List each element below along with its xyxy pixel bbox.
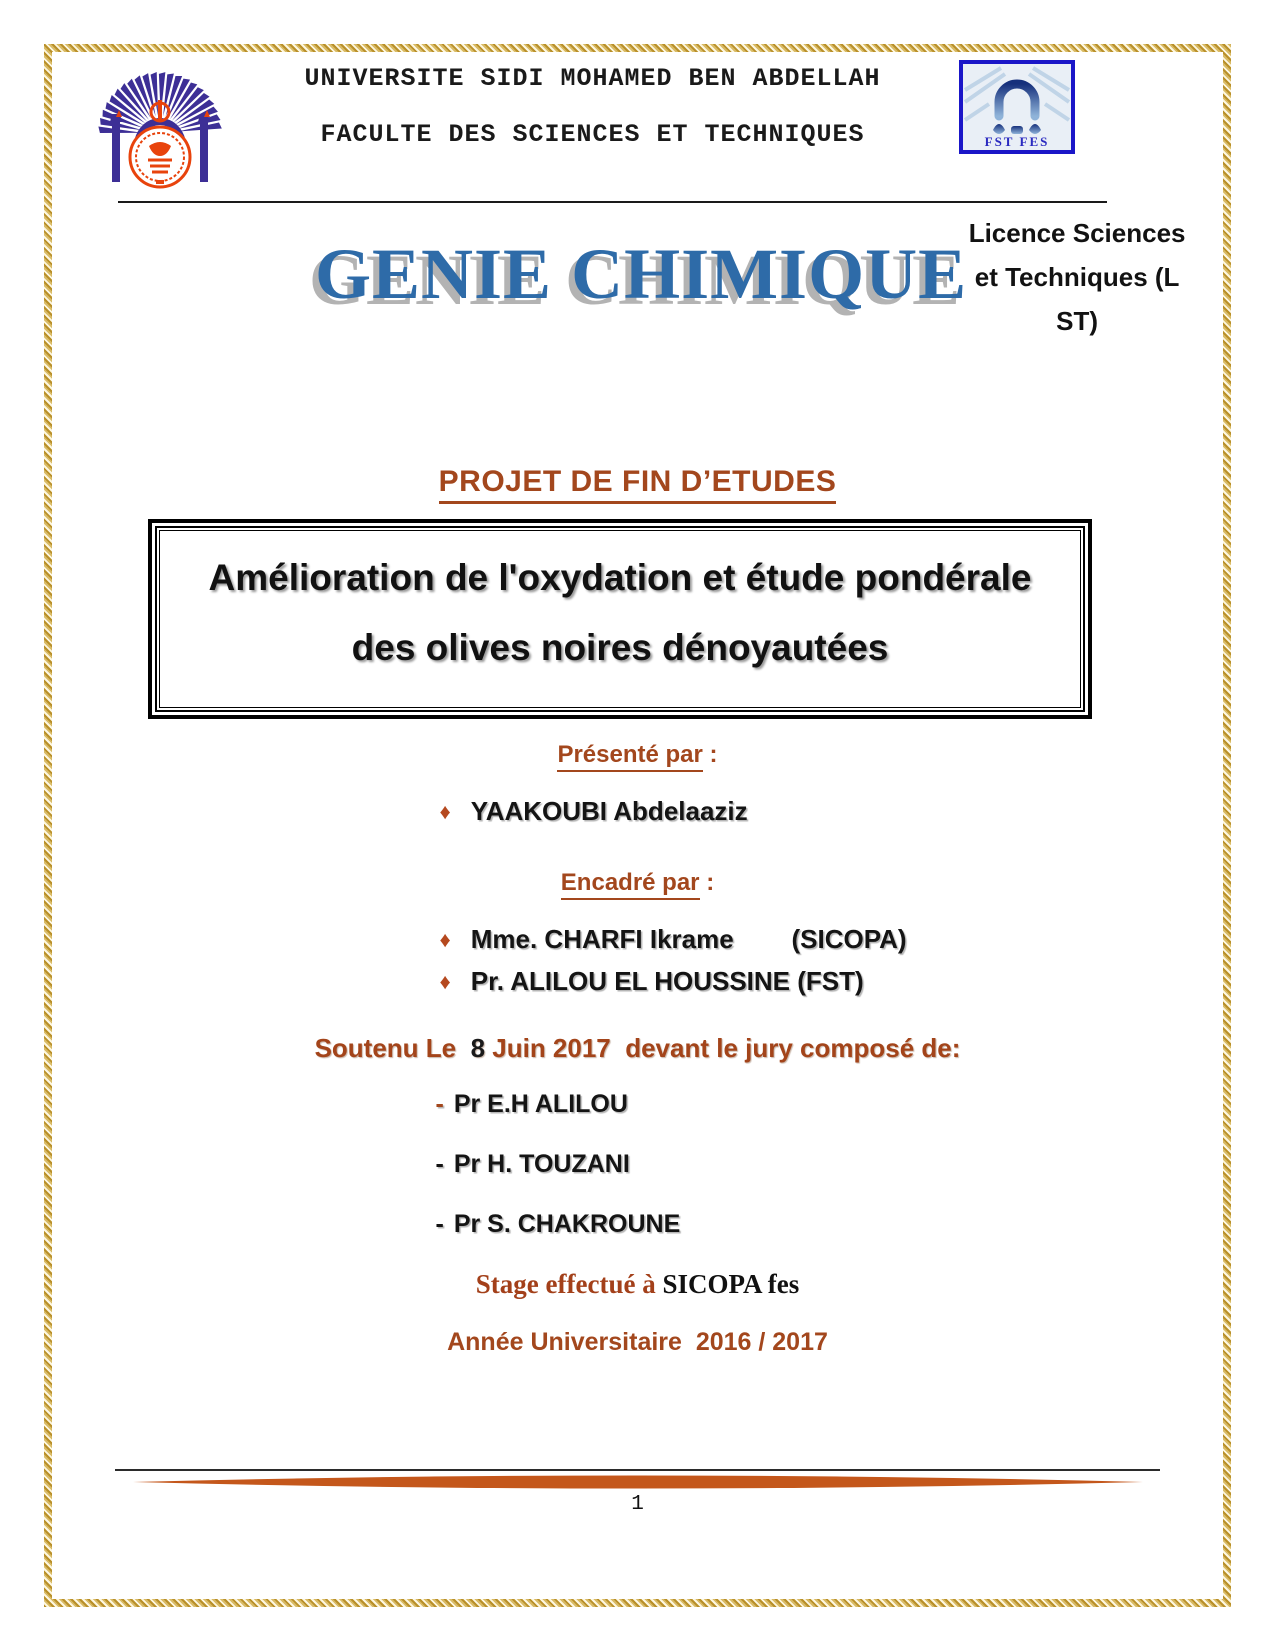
fst-fes-logo-caption: FST FES bbox=[984, 134, 1050, 149]
footer-orange-divider bbox=[133, 1475, 1143, 1489]
academic-year-line: Année Universitaire 2016 / 2017 bbox=[447, 1328, 828, 1356]
defense-prefix: Soutenu Le bbox=[314, 1033, 471, 1063]
thesis-title-line2: des olives noires dénoyautées bbox=[351, 627, 889, 668]
fst-fes-logo bbox=[959, 60, 1075, 154]
university-emblem-logo bbox=[94, 60, 226, 192]
supervised-by-heading bbox=[60, 869, 1215, 897]
jury-member-row bbox=[436, 1210, 898, 1239]
internship-company: SICOPA fes bbox=[662, 1269, 800, 1299]
supervised-by-colon: : bbox=[699, 869, 715, 896]
student-name: YAAKOUBI Abdelaaziz bbox=[470, 796, 748, 826]
thesis-title-line1: Amélioration de l'oxydation et étude pondérale bbox=[208, 557, 1032, 598]
banner-row bbox=[60, 203, 1215, 343]
degree-label: Licence Sciences et Techniques (L ST) bbox=[968, 218, 1186, 336]
list-item bbox=[440, 966, 898, 997]
internship-prefix: Stage effectué à bbox=[475, 1269, 663, 1299]
thesis-title-box bbox=[148, 519, 1092, 719]
university-name: UNIVERSITE SIDI MOHAMED BEN ABDELLAH bbox=[304, 64, 881, 93]
presented-by-label: Présenté par bbox=[557, 741, 702, 772]
jury-member-name: Pr H. TOUZANI bbox=[453, 1150, 630, 1178]
page-number: 1 bbox=[631, 1493, 644, 1516]
thesis-title-box-inner-border bbox=[159, 530, 1081, 708]
header bbox=[60, 60, 1215, 192]
list-item bbox=[439, 924, 907, 955]
dash-bullet: - bbox=[435, 1210, 444, 1238]
supervisor-name: Mme. CHARFI Ikrame (SICOPA) bbox=[470, 924, 907, 954]
supervised-by-label: Encadré par bbox=[561, 869, 700, 900]
jury-member-name: Pr E.H ALILOU bbox=[453, 1090, 628, 1118]
thesis-title-box-mid-border bbox=[155, 526, 1085, 712]
diamond-bullet-icon: ♦ bbox=[439, 799, 451, 824]
dash-bullet: - bbox=[435, 1090, 444, 1118]
defense-date-line bbox=[60, 1033, 1215, 1064]
jury-member-row bbox=[436, 1090, 898, 1119]
presented-by-colon: : bbox=[702, 741, 718, 768]
project-heading: PROJET DE FIN D’ETUDES bbox=[439, 465, 837, 504]
diamond-bullet-icon: ♦ bbox=[439, 969, 451, 994]
supervisor-name: Pr. ALILOU EL HOUSSINE (FST) bbox=[470, 966, 864, 996]
jury-member-name: Pr S. CHAKROUNE bbox=[453, 1210, 681, 1238]
cover-page bbox=[60, 55, 1215, 1516]
internship-line bbox=[60, 1269, 1215, 1300]
presented-by-list bbox=[378, 796, 898, 827]
diamond-bullet-icon: ♦ bbox=[439, 927, 451, 952]
jury-member-row bbox=[436, 1150, 898, 1179]
jury-list bbox=[378, 1090, 898, 1239]
list-item bbox=[440, 796, 898, 827]
faculty-name: FACULTE DES SCIENCES ET TECHNIQUES bbox=[320, 120, 865, 149]
defense-day-number: 8 bbox=[470, 1033, 486, 1063]
presented-by-heading bbox=[60, 741, 1215, 769]
defense-suffix: Juin 2017 devant le jury composé de: bbox=[485, 1033, 961, 1063]
program-title: GENIE CHIMIQUE bbox=[315, 234, 968, 314]
supervised-by-list bbox=[378, 924, 907, 997]
university-name-block bbox=[226, 60, 959, 149]
footer-divider-line bbox=[115, 1469, 1160, 1471]
dash-bullet: - bbox=[435, 1150, 444, 1178]
project-heading-wrap bbox=[60, 465, 1215, 499]
